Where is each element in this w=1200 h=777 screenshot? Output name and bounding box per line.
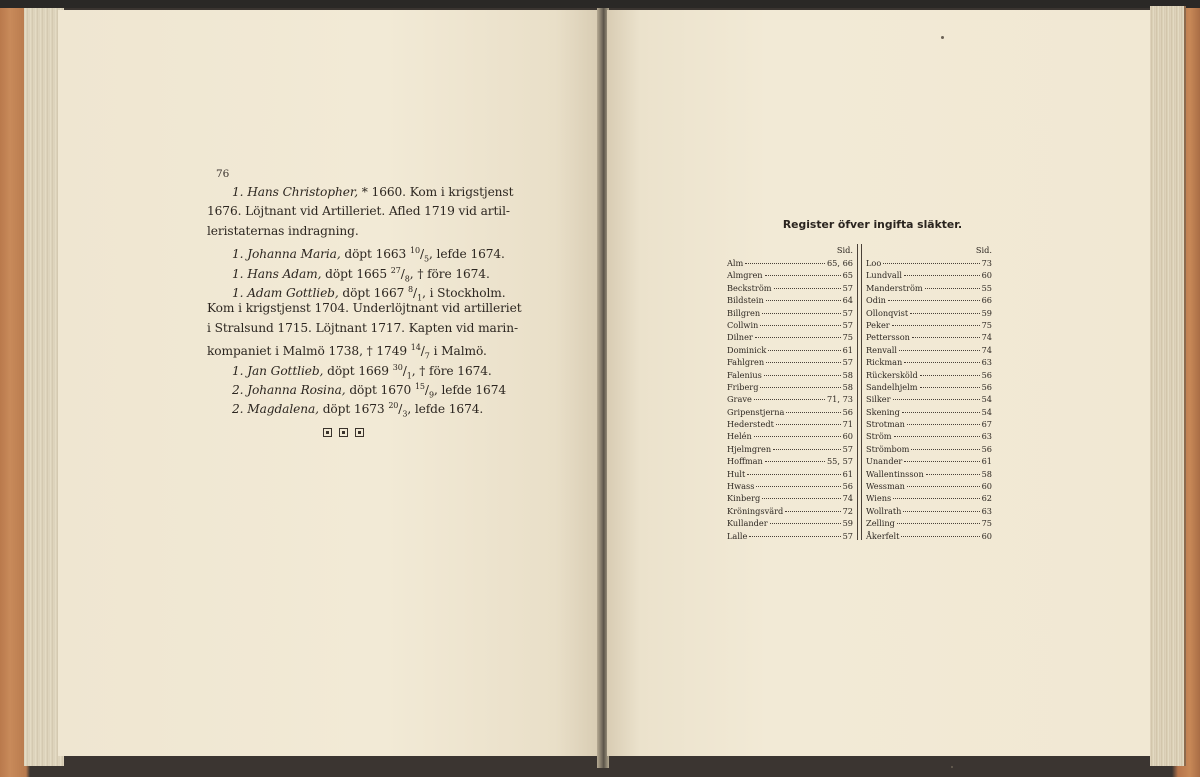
register-entry <box>866 282 992 294</box>
entry-page: 64 <box>842 295 853 306</box>
leader-dots <box>892 324 980 326</box>
leader-dots <box>760 386 840 388</box>
entry-page: 71, 73 <box>826 394 853 405</box>
entry-name: Hederstedt <box>727 419 774 430</box>
register-entry <box>727 331 853 343</box>
leader-dots <box>765 274 841 276</box>
date-fraction: $^{30}/_1$ <box>392 362 412 381</box>
text-line <box>207 280 506 303</box>
leader-dots <box>888 299 980 301</box>
text-run: döpt 1665 <box>321 266 391 281</box>
leader-dots <box>754 398 825 400</box>
leader-dots <box>749 535 840 537</box>
entry-name: Wiens <box>866 493 892 504</box>
text-run: döpt 1667 <box>338 286 409 301</box>
register-entry <box>727 381 853 393</box>
text-run: döpt 1663 <box>340 247 410 262</box>
date-fraction: $^{27}/_8$ <box>390 265 410 284</box>
leader-dots <box>903 510 979 512</box>
text-line <box>207 261 490 284</box>
entry-page: 58 <box>842 381 853 392</box>
leader-dots <box>764 374 841 376</box>
page-number: 76 <box>216 168 230 180</box>
entry-name: Loo <box>866 258 882 268</box>
entry-page: 61 <box>981 456 992 467</box>
right-page-edges <box>1150 6 1186 766</box>
date-fraction: $^{14}/_7$ <box>410 343 430 361</box>
register-title: Register öfver ingifta släkter. <box>782 218 963 231</box>
leader-dots <box>755 336 841 338</box>
top-edge <box>0 0 1200 8</box>
text-run: 1676. Löjtnant vid Artilleriet. Afled 1719 vid artil- <box>207 204 510 219</box>
genealogy-text <box>207 183 522 419</box>
entry-page: 61 <box>842 344 853 355</box>
text-line <box>207 338 487 361</box>
leader-dots <box>754 435 841 437</box>
text-run: , lefde 1674 <box>433 382 507 397</box>
leader-dots <box>760 324 840 326</box>
person-name: 1. Jan Gottlieb, <box>232 363 324 378</box>
person-name: 1. Hans Adam, <box>232 266 322 281</box>
date-fraction: $^{10}/_5$ <box>409 246 429 264</box>
entry-page: 63 <box>981 505 992 516</box>
register-entry <box>866 517 992 529</box>
entry-name: Kröningsvärd <box>727 505 784 516</box>
entry-name: Wollrath <box>866 505 902 516</box>
person-name: 1. Hans Christopher, <box>232 185 358 199</box>
entry-page: 54 <box>981 406 992 417</box>
entry-name: Hwass <box>727 481 755 492</box>
register-entry <box>727 319 853 331</box>
register-entry <box>866 530 992 542</box>
leader-dots <box>765 460 825 462</box>
text-run: döpt 1673 <box>318 402 389 417</box>
leader-dots <box>893 497 979 499</box>
entry-name: Odin <box>866 295 886 306</box>
text-line <box>207 377 507 400</box>
entry-page: 75 <box>842 332 853 343</box>
entry-page: 75 <box>981 319 992 330</box>
person-name: 2. Johanna Rosina, <box>232 382 346 397</box>
leader-dots <box>897 522 980 524</box>
entry-name: Skening <box>866 406 900 417</box>
entry-page: 54 <box>981 394 992 405</box>
leader-dots <box>773 448 840 450</box>
register-entry <box>866 331 992 343</box>
entry-page: 73 <box>981 258 992 268</box>
entry-page: 60 <box>981 270 992 281</box>
register-entry <box>727 480 853 492</box>
entry-name: Billgren <box>727 307 761 318</box>
entry-name: Gripenstjerna <box>727 406 785 417</box>
text-line <box>207 396 484 419</box>
register-entry <box>866 307 992 319</box>
text-run: i Malmö. <box>429 344 487 359</box>
leader-dots <box>920 386 980 388</box>
register-entry <box>727 307 853 319</box>
person-name: 1. Adam Gottlieb, <box>232 286 339 301</box>
entry-page: 57 <box>842 319 853 330</box>
register-entry <box>866 356 992 368</box>
entry-name: Beckström <box>727 282 772 293</box>
register-column-left <box>727 244 853 542</box>
text-run: i Stralsund 1715. Löjtnant 1717. Kapten vid marin- <box>207 320 518 335</box>
date-fraction: $^{15}/_9$ <box>414 381 434 400</box>
entry-name: Rückersköld <box>866 369 918 380</box>
register-entry <box>727 530 853 542</box>
register-entry <box>727 344 853 356</box>
paper-speck <box>951 766 953 768</box>
register-entry <box>727 505 853 517</box>
entry-name: Strömbom <box>866 443 910 454</box>
entry-name: Dominick <box>727 344 767 355</box>
entry-name: Almgren <box>727 270 763 281</box>
entry-page: 57 <box>842 530 853 541</box>
entry-page: 57 <box>842 282 853 293</box>
entry-page: 55, 57 <box>826 456 853 467</box>
leader-dots <box>925 287 980 289</box>
sid-header: Sid. <box>836 245 853 255</box>
register-entry <box>727 443 853 455</box>
entry-name: Unander <box>866 456 903 467</box>
leader-dots <box>926 473 980 475</box>
register-entry <box>866 455 992 467</box>
entry-page: 56 <box>981 443 992 454</box>
text-run: kompaniet i Malmö 1738, † 1749 <box>207 344 411 359</box>
entry-name: Collwin <box>727 319 759 330</box>
register-entry <box>727 430 853 442</box>
leader-dots <box>766 361 840 363</box>
entry-page: 63 <box>981 431 992 442</box>
entry-name: Pettersson <box>866 332 910 343</box>
entry-name: Wessman <box>866 481 905 492</box>
leader-dots <box>901 535 979 537</box>
leader-dots <box>766 299 841 301</box>
register-entry <box>866 406 992 418</box>
entry-page: 60 <box>842 431 853 442</box>
entry-page: 57 <box>842 443 853 454</box>
entry-name: Hjelmgren <box>727 443 772 454</box>
entry-page: 60 <box>981 481 992 492</box>
entry-page: 59 <box>981 307 992 318</box>
entry-name: Ström <box>866 431 892 442</box>
entry-name: Wallentinsson <box>866 468 924 479</box>
entry-page: 74 <box>981 344 992 355</box>
leader-dots <box>770 522 841 524</box>
paper-speck <box>941 36 944 39</box>
date-fraction: $^{20}/_3$ <box>388 401 408 419</box>
text-line <box>207 183 514 202</box>
register-entry <box>727 294 853 306</box>
entry-name: Peker <box>866 319 890 330</box>
register-entry <box>866 480 992 492</box>
register-entry <box>866 319 992 331</box>
register-entry <box>727 282 853 294</box>
text-line <box>207 319 518 338</box>
entry-page: 62 <box>981 493 992 504</box>
text-line <box>207 299 522 318</box>
register-entry <box>727 492 853 504</box>
register-entry <box>727 418 853 430</box>
ornament-square-icon <box>339 428 348 437</box>
leader-dots <box>912 336 980 338</box>
leader-dots <box>762 497 840 499</box>
text-run: , † före 1674. <box>409 266 490 281</box>
entry-name: Renvall <box>866 344 898 355</box>
entry-name: Friberg <box>727 381 759 392</box>
leader-dots <box>768 349 840 351</box>
entry-page: 75 <box>981 518 992 529</box>
register-entry <box>727 257 853 269</box>
entry-page: 63 <box>981 357 992 368</box>
entry-name: Helén <box>727 431 752 442</box>
entry-name: Zelling <box>866 518 895 529</box>
entry-page: 58 <box>981 468 992 479</box>
entry-name: Sandelhjelm <box>866 381 918 392</box>
entry-page: 59 <box>842 518 853 529</box>
entry-name: Ollonqvist <box>866 307 909 318</box>
leader-dots <box>883 262 979 264</box>
text-run: döpt 1670 <box>345 382 415 397</box>
register-entry <box>866 269 992 281</box>
register-entry <box>866 369 992 381</box>
entry-page: 66 <box>981 295 992 306</box>
text-line <box>207 222 475 241</box>
leader-dots <box>785 510 840 512</box>
register-entry <box>866 468 992 480</box>
entry-page: 56 <box>981 381 992 392</box>
entry-name: Bildstein <box>727 295 764 306</box>
person-name: 2. Magdalena, <box>232 402 319 417</box>
register-entry <box>727 369 853 381</box>
register-entry <box>866 443 992 455</box>
register-entry <box>866 294 992 306</box>
leader-dots <box>904 274 980 276</box>
entry-page: 56 <box>842 406 853 417</box>
leader-dots <box>745 262 825 264</box>
leader-dots <box>910 312 979 314</box>
entry-name: Åkerfelt <box>866 530 900 541</box>
entry-name: Kullander <box>727 518 768 529</box>
register-entry <box>866 505 992 517</box>
column-divider <box>857 244 862 540</box>
text-run: Kom i krigstjenst 1704. Underlöjtnant vid artilleriet <box>207 301 522 316</box>
register-entry <box>866 393 992 405</box>
register-entry <box>866 430 992 442</box>
entry-name: Fahlgren <box>727 357 765 368</box>
text-line <box>207 241 505 264</box>
entry-page: 55 <box>981 282 992 293</box>
register-column-right <box>866 244 992 542</box>
register-entry <box>866 344 992 356</box>
entry-name: Grave <box>727 394 752 405</box>
register-entry <box>866 381 992 393</box>
leader-dots <box>920 374 980 376</box>
entry-name: Lalle <box>727 530 748 541</box>
leader-dots <box>893 398 980 400</box>
entry-page: 74 <box>842 493 853 504</box>
entry-page: 67 <box>981 419 992 430</box>
text-run: , lefde 1674. <box>407 402 484 417</box>
text-run: , lefde 1674. <box>428 247 505 262</box>
text-run: , i Stockholm. <box>422 286 506 301</box>
leader-dots <box>894 435 980 437</box>
entry-name: Kinberg <box>727 493 761 504</box>
entry-page: 57 <box>842 307 853 318</box>
leader-dots <box>762 312 840 314</box>
leader-dots <box>899 349 980 351</box>
register-entry <box>727 468 853 480</box>
leader-dots <box>904 460 979 462</box>
leader-dots <box>774 287 841 289</box>
entry-page: 57 <box>842 357 853 368</box>
ornament-square-icon <box>355 428 364 437</box>
entry-name: Falenius <box>727 369 762 380</box>
text-run: döpt 1669 <box>323 363 393 378</box>
register-entry <box>866 257 992 269</box>
entry-name: Rickman <box>866 357 903 368</box>
sid-header: Sid. <box>975 245 992 255</box>
entry-page: 74 <box>981 332 992 343</box>
text-line <box>207 358 492 381</box>
text-run: , † före 1674. <box>411 363 492 378</box>
leader-dots <box>907 423 980 425</box>
entry-page: 71 <box>842 419 853 430</box>
register-entry <box>727 406 853 418</box>
entry-page: 65 <box>842 270 853 281</box>
entry-page: 58 <box>842 369 853 380</box>
leader-dots <box>911 448 979 450</box>
text-line <box>207 202 510 221</box>
entry-page: 60 <box>981 530 992 541</box>
person-name: 1. Johanna Maria, <box>232 247 341 262</box>
leader-dots <box>776 423 841 425</box>
register-entry <box>727 393 853 405</box>
leader-dots <box>904 361 979 363</box>
entry-page: 56 <box>981 369 992 380</box>
entry-page: 72 <box>842 505 853 516</box>
entry-name: Hult <box>727 468 746 479</box>
entry-page: 56 <box>842 481 853 492</box>
entry-name: Strotman <box>866 419 905 430</box>
leader-dots <box>902 411 980 413</box>
ornament-square-icon <box>323 428 332 437</box>
register-entry <box>727 269 853 281</box>
text-run: * 1660. Kom i krigstjenst <box>358 185 514 199</box>
entry-page: 61 <box>842 468 853 479</box>
leader-dots <box>907 485 980 487</box>
leader-dots <box>756 485 840 487</box>
entry-name: Silker <box>866 394 891 405</box>
entry-name: Manderström <box>866 282 923 293</box>
register-entry <box>866 492 992 504</box>
section-ornament <box>323 428 364 437</box>
leader-dots <box>786 411 840 413</box>
register-entry <box>727 455 853 467</box>
entry-name: Alm <box>727 258 744 268</box>
leader-dots <box>747 473 840 475</box>
register-entry <box>866 418 992 430</box>
entry-name: Dilner <box>727 332 753 343</box>
entry-name: Hoffman <box>727 456 763 467</box>
register-entry <box>727 517 853 529</box>
register-entry <box>727 356 853 368</box>
date-fraction: $^8/_1$ <box>408 284 423 303</box>
entry-page: 65, 66 <box>826 258 853 268</box>
text-run: leristaternas indragning. <box>207 223 359 238</box>
entry-name: Lundvall <box>866 270 902 281</box>
